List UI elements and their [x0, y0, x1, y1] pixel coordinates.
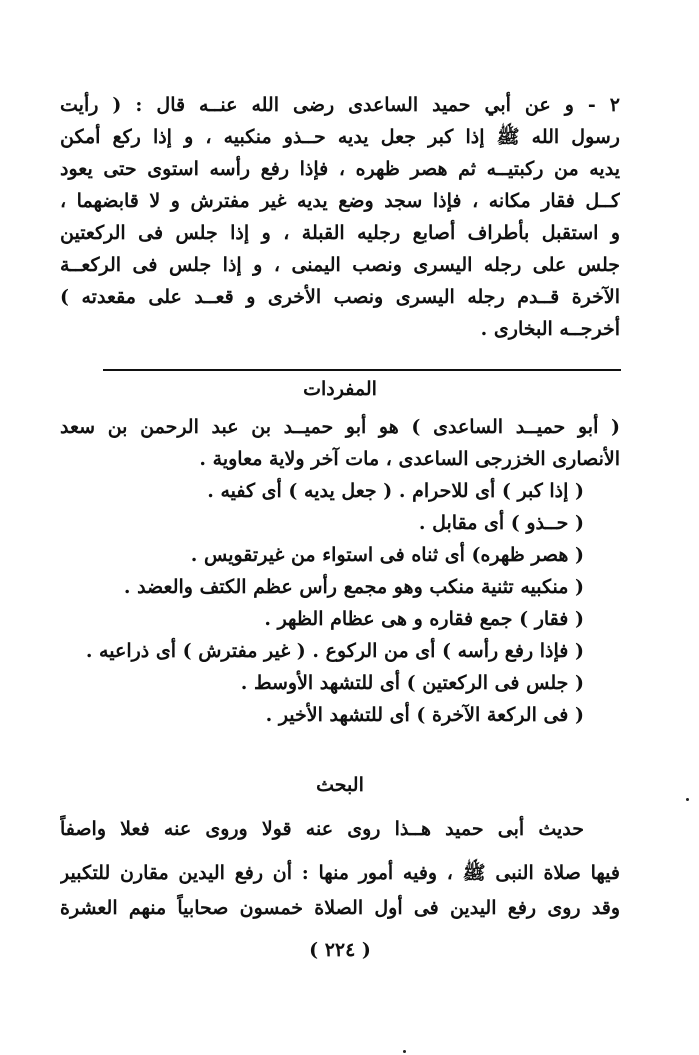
discussion-line: حديث أبى حميد هــذا روى عنه قولا وروى عنه فعلا واصفاً [60, 818, 584, 840]
vocab-line: ( فإذا رفع رأسه ) أى من الركوع . ( غير مفترش ) أى ذراعيه . [85, 640, 584, 662]
hadith-line: يديه من ركبتيــه ثم هصر ظهره ، فإذا رفع رأسه استوى حتى يعود [60, 158, 620, 180]
vocab-line: ( أبو حميــد الساعدى ) هو أبو حميــد بن عبد الرحمن بن سعد [60, 416, 620, 438]
vocab-line: ( هصر ظهره) أى ثناه فى استواء من غيرتقويس . [190, 544, 584, 566]
vocab-line: ( إذا كبر ) أى للاحرام . ( جعل يديه ) أى كفيه . [207, 480, 584, 502]
scan-speck [403, 1050, 406, 1053]
discussion-line: فيها صلاة النبى ﷺ ، وفيه أمور منها : أن رفع اليدين مقارن للتكبير [60, 862, 620, 884]
discussion-line: وقد روى رفع اليدين فى أول الصلاة خمسون صحابياً منهم العشرة [60, 897, 620, 919]
vocab-line: الأنصارى الخزرجى الساعدى ، مات آخر ولاية معاوية . [199, 448, 620, 470]
hadith-line: و استقبل بأطراف أصابع رجليه القبلة ، و إذا جلس فى الركعتين [60, 222, 620, 244]
vocab-line: ( جلس فى الركعتين ) أى للتشهد الأوسط . [240, 672, 584, 694]
hadith-line: الآخرة قــدم رجله اليسرى ونصب الأخرى و قعــد على مقعدته ) [60, 286, 620, 308]
hadith-line: جلس على رجله اليسرى ونصب اليمنى ، و إذا جلس فى الركعــة [60, 254, 620, 276]
vocab-line: ( حــذو ) أى مقابل . [418, 512, 584, 534]
vocab-heading: المفردات [303, 378, 377, 400]
discussion-heading: البحث [316, 774, 364, 796]
vocab-line: ( فقار ) جمع فقاره و هى عظام الظهر . [264, 608, 584, 630]
hadith-line: أخرجــه البخارى . [480, 318, 620, 340]
vocab-line: ( فى الركعة الآخرة ) أى للتشهد الأخير . [265, 704, 584, 726]
vocab-line: ( منكبيه تثنية منكب وهو مجمع رأس عظم الكتف والعضد . [123, 576, 584, 598]
hadith-line: رسول الله ﷺ إذا كبر جعل يديه حــذو منكبيه ، و إذا ركع أمكن [60, 126, 620, 148]
hadith-line: كــل فقار مكانه ، فإذا سجد وضع يديه غير مفترش و لا قابضهما ، [60, 190, 620, 212]
section-divider [103, 369, 621, 371]
hadith-line: ٢ - و عن أبي حميد الساعدى رضى الله عنــه قال : ( رأيت [60, 94, 620, 116]
page-number: ( ٢٢٤ ) [309, 939, 371, 961]
scan-speck [686, 798, 689, 801]
